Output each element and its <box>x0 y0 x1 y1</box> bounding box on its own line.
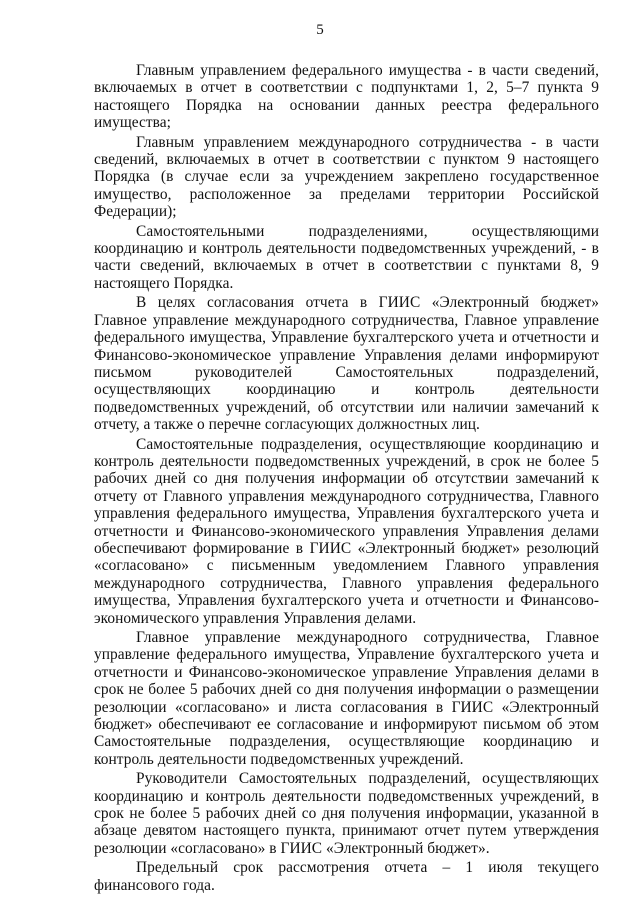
page-number: 5 <box>316 22 324 38</box>
paragraph-report-acceptance: Руководители Самостоятельных подразделений, осуществляющих координацию и контроль деятельности подведомственных учреждений, в срок не более 5 рабочих дней со дня получения информации, указанной в абзаце девятом настоящего пункта, принимают отчет путем утверждения резолюции «согласовано» в ГИИС «Электронный бюджет». <box>94 770 599 857</box>
paragraph-federal-property: Главным управлением федерального имущества - в части сведений, включаемых в отчет в соответствии с подпунктами 1, 2, 5–7 пункта 9 настоящего Порядка на основании данных реестра федерального имущества; <box>94 62 599 132</box>
paragraph-resolution-formation: Самостоятельные подразделения, осуществляющие координацию и контроль деятельности подведомственных учреждений, в срок не более 5 рабочих дней со дня получения информации об отсутствии замечаний к отчету от Главного управления международного сотрудничества, Главного управления федерального имущества, Управления бухгалтерского учета и отчетности и Финансово-экономического управления Управления делами обеспечивают формирование в ГИИС «Электронный бюджет» резолюций «согласовано» с письменным уведомлением Главного управления международного сотрудничества, Главного управления федерального имущества, Управления бухгалтерского учета и отчетности и Финансово-экономического управления Управления делами. <box>94 435 599 627</box>
paragraph-report-approval: В целях согласования отчета в ГИИС «Электронный бюджет» Главное управление международного сотрудничества, Главное управление федерального имущества, Управление бухгалтерского учета и отчетности и Финансово-экономическое управление Управления делами информируют письмом руководителей Самостоятельных подразделений, осуществляющих координацию и контроль деятельности подведомственных учреждений, об отсутствии или наличии замечаний к отчету, а также о перечне согласующих должностных лиц. <box>94 294 599 434</box>
paragraph-deadline: Предельный срок рассмотрения отчета – 1 июля текущего финансового года. <box>94 859 599 894</box>
paragraph-resolution-agreement: Главное управление международного сотрудничества, Главное управление федерального имущества, Управление бухгалтерского учета и отчетности и Финансово-экономическое управление Управления делами в срок не более 5 рабочих дней со дня получения информации о размещении резолюции «согласовано» и листа согласования в ГИИС «Электронный бюджет» обеспечивают ее согласование и информируют письмом об этом Самостоятельные подразделения, осуществляющие координацию и контроль деятельности подведомственных учреждений. <box>94 629 599 768</box>
document-body <box>94 62 599 894</box>
paragraph-international-cooperation: Главным управлением международного сотрудничества - в части сведений, включаемых в отчет в соответствии с пунктом 9 настоящего Порядка (в случае если за учреждением закреплено государственное имущество, расположенное за пределами территории Российской Федерации); <box>94 133 599 221</box>
paragraph-independent-units: Самостоятельными подразделениями, осуществляющими координацию и контроль деятельности подведомственных учреждений, - в части сведений, включаемых в отчет в соответствии с пунктами 8, 9 настоящего Порядка. <box>94 222 599 292</box>
